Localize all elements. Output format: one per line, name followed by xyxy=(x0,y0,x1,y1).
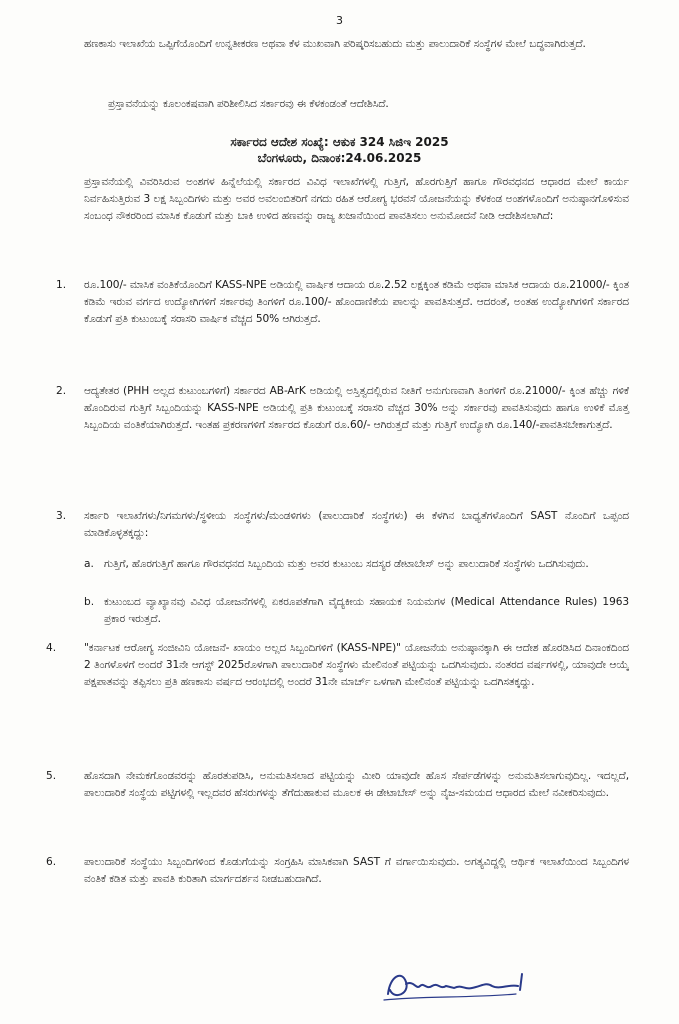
item-6-number: 6. xyxy=(46,856,57,868)
item-3a-number: a. xyxy=(84,558,94,570)
item-3-text: ಸರ್ಕಾರಿ ಇಲಾಖೆಗಳು/ನಿಗಮಗಳು/ಸ್ಥಳೀಯ ಸಂಸ್ಥೆಗಳು/ಮಂಡಳಿಗಳು (ಪಾಲುದಾರಿಕೆ ಸಂಸ್ಥೆಗಳು) ಈ ಕೆಳಗಿನ ಬಾಧ್ಯತೆಗಳೊಂದಿಗೆ SAST ನೊಂದಿಗೆ ಒಪ್ಪಂದ ಮಾಡಿಕೊಳ್ಳತಕ್ಕದ್ದು: xyxy=(84,510,629,539)
item-1-text: ರೂ.100/- ಮಾಸಿಕ ವಂತಿಕೆಯೊಂದಿಗೆ KASS-NPE ಅಡಿಯಲ್ಲಿ ವಾರ್ಷಿಕ ಆದಾಯ ರೂ.2.52 ಲಕ್ಷಕ್ಕಿಂತ ಕಡಿಮೆ ಅಥವಾ ಮಾಸಿಕ ಆದಾಯ ರೂ.21000/- ಕ್ಕಿಂತ ಕಡಿಮೆ ಇರುವ ವರ್ಗದ ಉದ್ಯೋಗಿಗಳಿಗೆ ಸರ್ಕಾರವು ತಿಂಗಳಿಗೆ ರೂ.100/- ಹೊಂದಾಣಿಕೆಯ ಪಾಲನ್ನು ಪಾವತಿಸುತ್ತದೆ. ಆದರಂತೆ, ಅಂತಹ ಉದ್ಯೋಗಿಗಳಿಗೆ ಸರ್ಕಾರದ ಕೊಡುಗೆ ಪ್ರತಿ ಕುಟುಂಬಕ್ಕೆ ಸರಾಸರಿ ವಾರ್ಷಿಕ ವೆಚ್ಚದ 50% ಆಗಿರುತ್ತದೆ. xyxy=(84,279,629,325)
item-4-number: 4. xyxy=(46,642,57,654)
item-3-number: 3. xyxy=(56,510,67,522)
intro-examined: ಪ್ರಸ್ತಾವನೆಯನ್ನು ಕೂಲಂಕಷವಾಗಿ ಪರಿಶೀಲಿಸಿದ ಸರ್ಕಾರವು ಈ ಕೆಳಕಂಡಂತೆ ಆದೇಶಿಸಿದೆ. xyxy=(108,98,389,110)
item-5-number: 5. xyxy=(46,770,57,782)
item-5-text: ಹೊಸದಾಗಿ ನೇಮಕಗೊಂಡವರನ್ನು ಹೊರತುಪಡಿಸಿ, ಅನುಮತಿಸಲಾದ ಪಟ್ಟಿಯನ್ನು ಮೀರಿ ಯಾವುದೇ ಹೊಸ ಸೇರ್ಪಡೆಗಳನ್ನು ಅನುಮತಿಸಲಾಗುವುದಿಲ್ಲ. ಇದಲ್ಲದೆ, ಪಾಲುದಾರಿಕೆ ಸಂಸ್ಥೆಯ ಪಟ್ಟಿಗಳಲ್ಲಿ ಇಲ್ಲದವರ ಹೆಸರುಗಳನ್ನು ತೆಗೆದುಹಾಕುವ ಮೂಲಕ ಈ ಡೇಟಾಬೇಸ್ ಅನ್ನು ನೈಜ-ಸಮಯದ ಆಧಾರದ ಮೇಲೆ ನವೀಕರಿಸುವುದು. xyxy=(84,770,629,799)
item-2-text: ಆದ್ಯತೇತರ (PHH ಅಲ್ಲದ ಕುಟುಂಬಗಳಿಗೆ) ಸರ್ಕಾರದ AB-ArK ಅಡಿಯಲ್ಲಿ ಅಸ್ತಿತ್ವದಲ್ಲಿರುವ ನೀತಿಗೆ ಅನುಗುಣವಾಗಿ ತಿಂಗಳಿಗೆ ರೂ.21000/- ಕ್ಕಿಂತ ಹೆಚ್ಚು ಗಳಿಕೆ ಹೊಂದಿರುವ ಗುತ್ತಿಗೆ ಸಿಬ್ಬಂದಿಯನ್ನು KASS-NPE ಅಡಿಯಲ್ಲಿ ಪ್ರತಿ ಕುಟುಂಬಕ್ಕೆ ಸರಾಸರಿ ವೆಚ್ಚದ 30% ಅನ್ನು ಸರ್ಕಾರವು ಪಾವತಿಸುವುದು ಹಾಗೂ ಉಳಿಕೆ ಮೊತ್ತ ಸಿಬ್ಬಂದಿಯ ವಂತಿಕೆಯಾಗಿರುತ್ತದೆ. ಇಂತಹ ಪ್ರಕರಣಗಳಿಗೆ ಸರ್ಕಾರದ ಕೊಡುಗೆ ರೂ.60/- ಆಗಿರುತ್ತದೆ ಮತ್ತು ಗುತ್ತಿಗೆ ಉದ್ಯೋಗಿ ರೂ.140/-ಪಾವತಿಸಬೇಕಾಗುತ್ತದೆ. xyxy=(84,385,629,431)
item-1-number: 1. xyxy=(56,279,67,291)
signature-icon xyxy=(380,960,580,1010)
item-6-text: ಪಾಲುದಾರಿಕೆ ಸಂಸ್ಥೆಯು ಸಿಬ್ಬಂದಿಗಳಿಂದ ಕೊಡುಗೆಯನ್ನು ಸಂಗ್ರಹಿಸಿ ಮಾಸಿಕವಾಗಿ SAST ಗೆ ವರ್ಗಾಯಿಸುವುದು. ಅಗತ್ಯವಿದ್ದಲ್ಲಿ ಆರ್ಥಿಕ ಇಲಾಖೆಯಿಂದ ಸಿಬ್ಬಂದಿಗಳ ವಂತಿಕೆ ಕಡಿತ ಮತ್ತು ಪಾವತಿ ಕುರಿತಾಗಿ ಮಾರ್ಗದರ್ಶನ ನೀಡಬಹುದಾಗಿದೆ. xyxy=(84,856,629,885)
order-place-date: ಬೆಂಗಳೂರು, ದಿನಾಂಕ:24.06.2025 xyxy=(257,151,422,165)
preamble: ಪ್ರಸ್ತಾವನೆಯಲ್ಲಿ ವಿವರಿಸಿರುವ ಅಂಶಗಳ ಹಿನ್ನೆಲೆಯಲ್ಲಿ ಸರ್ಕಾರದ ವಿವಿಧ ಇಲಾಖೆಗಳಲ್ಲಿ ಗುತ್ತಿಗೆ, ಹೊರಗುತ್ತಿಗೆ ಹಾಗೂ ಗೌರವಧನದ ಆಧಾರದ ಮೇಲೆ ಕಾರ್ಯ ನಿರ್ವಹಿಸುತ್ತಿರುವ 3 ಲಕ್ಷ ಸಿಬ್ಬಂದಿಗಳು ಮತ್ತು ಅವರ ಅವಲಂಬಿತರಿಗೆ ನಗದು ರಹಿತ ಆರೋಗ್ಯ ಭರವಸೆ ಯೋಜನೆಯನ್ನು ಕೆಳಕಂಡ ಅಂಶಗಳೊಂದಿಗೆ ಅನುಷ್ಠಾನಗೊಳಿಸುವ ಸಂಬಂಧ ನೌಕರರಿಂದ ಮಾಸಿಕ ಕೊಡುಗೆ ಮತ್ತು ಬಾಕಿ ಉಳಿದ ಹಣವನ್ನು ರಾಜ್ಯ ಖಜಾನೆಯಿಂದ ಪಾವತಿಸಲು ಅನುಮೋದನೆ ನೀಡಿ ಆದೇಶಿಸಲಾಗಿದೆ: xyxy=(84,176,629,222)
item-3b-text: ಕುಟುಂಬದ ವ್ಯಾಖ್ಯಾನವು ವಿವಿಧ ಯೋಜನೆಗಳಲ್ಲಿ ಏಕರೂಪತೆಗಾಗಿ ವೈದ್ಯಕೀಯ ಸಹಾಯಕ ನಿಯಮಗಳ (Medical Attendance Rules) 1963 ಪ್ರಕಾರ ಇರುತ್ತದೆ. xyxy=(104,596,629,625)
intro-continuation: ಹಣಕಾಸು ಇಲಾಖೆಯ ಒಪ್ಪಿಗೆಯೊಂದಿಗೆ ಉನ್ನತೀಕರಣ ಅಥವಾ ಕೆಳ ಮುಖವಾಗಿ ಪರಿಷ್ಕರಿಸಬಹುದು ಮತ್ತು ಪಾಲುದಾರಿಕೆ ಸಂಸ್ಥೆಗಳ ಮೇಲೆ ಬದ್ಧವಾಗಿರುತ್ತದೆ. xyxy=(84,38,586,50)
item-3a-text: ಗುತ್ತಿಗೆ, ಹೊರಗುತ್ತಿಗೆ ಹಾಗೂ ಗೌರವಧನದ ಸಿಬ್ಬಂದಿಯ ಮತ್ತು ಅವರ ಕುಟುಂಬ ಸದಸ್ಯರ ಡೇಟಾಬೇಸ್ ಅನ್ನು ಪಾಲುದಾರಿಕೆ ಸಂಸ್ಥೆಗಳು ಒದಗಿಸುವುದು. xyxy=(104,558,589,570)
item-3b-number: b. xyxy=(84,596,95,608)
page-number: 3 xyxy=(336,14,343,27)
item-4-text: "ಕರ್ನಾಟಕ ಆರೋಗ್ಯ ಸಂಜೀವಿನಿ ಯೋಜನೆ- ಖಾಯಂ ಅಲ್ಲದ ಸಿಬ್ಬಂದಿಗಳಿಗೆ (KASS-NPE)" ಯೋಜನೆಯ ಅನುಷ್ಠಾನಕ್ಕಾಗಿ ಈ ಆದೇಶ ಹೊರಡಿಸಿದ ದಿನಾಂಕದಿಂದ 2 ತಿಂಗಳೊಳಗೆ ಅಂದರೆ 31ನೇ ಆಗಸ್ಟ್ 2025ರೊಳಗಾಗಿ ಪಾಲುದಾರಿಕೆ ಸಂಸ್ಥೆಗಳು ಮೇಲಿನಂತೆ ಪಟ್ಟಿಯನ್ನು ಒದಗಿಸುವುದು. ನಂತರದ ವರ್ಷಗಳಲ್ಲಿ, ಯಾವುದೇ ಆಯ್ಕೆ ಪಕ್ಷಪಾತವನ್ನು ತಪ್ಪಿಸಲು ಪ್ರತಿ ಹಣಕಾಸು ವರ್ಷದ ಆರಂಭದಲ್ಲಿ ಅಂದರೆ 31ನೇ ಮಾರ್ಚ್ ಒಳಗಾಗಿ ಮೇಲಿನಂತೆ ಪಟ್ಟಿಯನ್ನು ಒದಗಿಸತಕ್ಕದ್ದು. xyxy=(84,642,629,688)
item-2-number: 2. xyxy=(56,385,67,397)
order-number: ಸರ್ಕಾರದ ಆದೇಶ ಸಂಖ್ಯೆ: ಆಕುಕ 324 ಸಿಜಿಇ 2025 xyxy=(230,135,449,149)
